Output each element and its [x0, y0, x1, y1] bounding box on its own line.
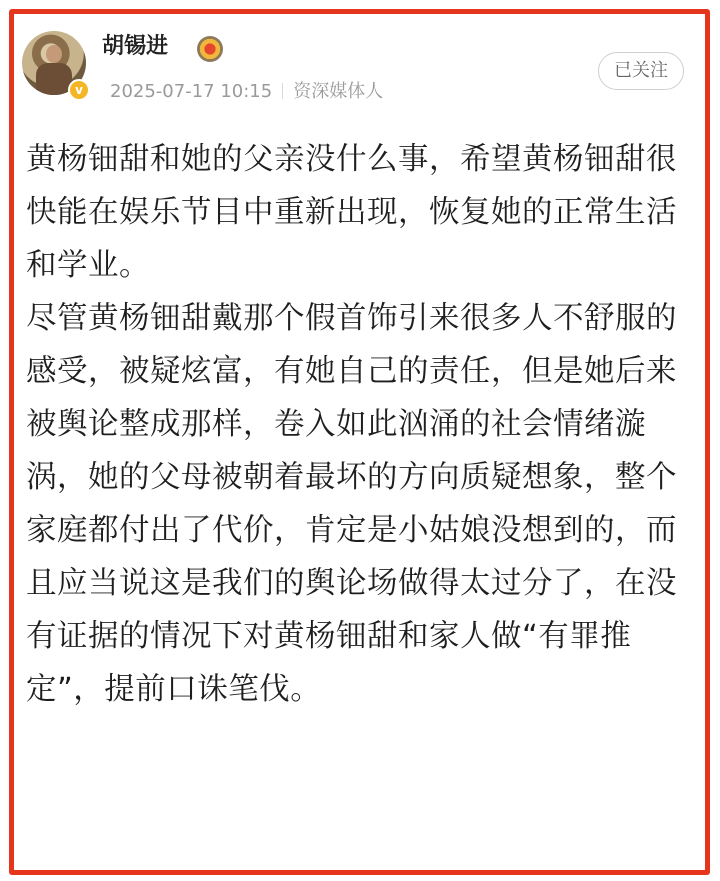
- avatar-body: [36, 63, 72, 95]
- post-meta: [110, 78, 383, 106]
- post-paragraph: 黄杨钿甜和她的父亲没什么事，希望黄杨钿甜很快能在娱乐节目中重新出现，恢复她的正常生活和学业。: [26, 142, 677, 283]
- medal-badge-icon[interactable]: [197, 36, 223, 62]
- avatar-face: [46, 45, 62, 63]
- post-timestamp: 2025-07-17 10:15: [110, 81, 273, 102]
- author-title: 资深媒体人: [293, 81, 384, 102]
- verified-badge-icon: v: [68, 79, 90, 101]
- post-content: [26, 133, 686, 716]
- author-name[interactable]: 胡锡进: [102, 34, 169, 59]
- post-paragraph: 尽管黄杨钿甜戴那个假首饰引来很多人不舒服的感受，被疑炫富，有她自己的责任，但是她后来被舆论整成那样，卷入如此汹涌的社会情绪漩涡，她的父母被朝着最坏的方向质疑想象，整个家庭都付出了代价，肯定是小姑娘没想到的，而且应当说这是我们的舆论场做得太过分了，在没有证据的情况下对黄杨钿甜和家人做“有罪推定”，提前口诛笔伐。: [26, 301, 677, 707]
- follow-button[interactable]: 已关注: [598, 52, 684, 90]
- meta-divider: [282, 83, 283, 99]
